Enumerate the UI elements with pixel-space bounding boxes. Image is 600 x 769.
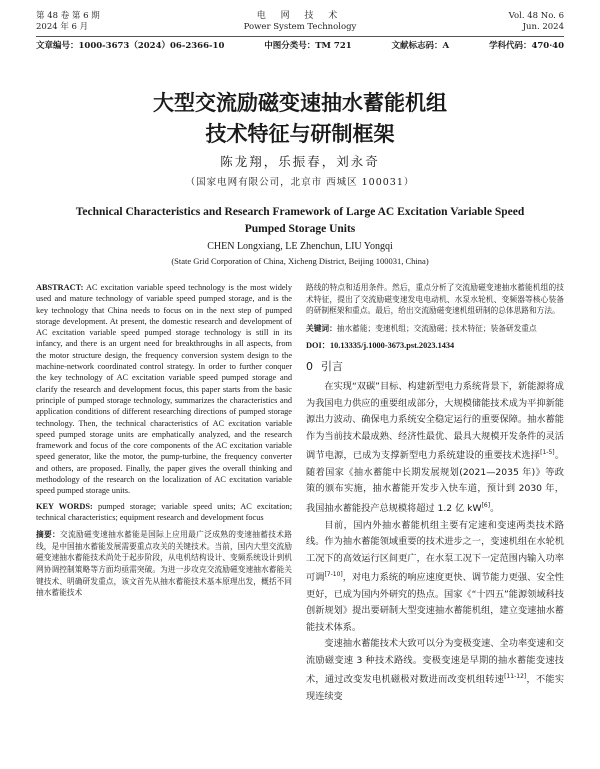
title-en-line1: Technical Characteristics and Research Framework of Large AC Excitation Variable Speed <box>75 206 525 218</box>
title-cn <box>0 88 600 150</box>
document-code: 文献标志码：A <box>391 41 450 51</box>
abstract-cn-continued: 路线的特点和适用条件。然后，重点分析了交流励磁变速抽水蓄能机组的技术特征，提出了交流励磁变速发电电动机、水泵水轮机、变频器等核心装备的研制框架和重点。最后，给出交流励磁变速机组研制的总体思路和方法。 <box>306 283 564 316</box>
journal-volume-info-en <box>509 11 564 33</box>
keywords-cn-label: 关键词： <box>306 323 337 333</box>
journal-name-cn: 电 网 技 术 <box>256 11 344 21</box>
section-heading <box>306 359 564 374</box>
article-number: 文章编号：1000-3673（2024）06-2366-10 <box>36 41 225 51</box>
volume-issue: 第 48 卷 第 6 期 <box>36 11 100 21</box>
keywords-cn <box>306 323 564 335</box>
article-meta <box>36 40 564 52</box>
paragraph-2-text-b: ，对电力系统的响应速度更快、调节能力更强、安全性更好，已成为国内外研究的热点。国家《“十四五”能源领域科技创新规划》提出要研制大型变速抽水蓄能机组，建立变速抽水蓄能技术体系。 <box>306 572 564 633</box>
citation: [1-5] <box>540 449 555 457</box>
paragraph-1-text-a: 在实现“双碳”目标、构建新型电力系统背景下，新能源将成为我国电力供应的重要组成部分，大规模储能技术成为平抑新能源出力波动、确保电力系统安全稳定运行的重要保障。抽水蓄能作为当前技术最成熟、经济性最优、最具大规模开发条件的灵活调节电源，已成为支撑新型电力系统建设的重要技术选择 <box>306 381 564 462</box>
title-en <box>50 204 550 238</box>
section-number: 0 <box>306 360 313 374</box>
paragraph-3-text-b: ，不能实现连续变 <box>306 674 565 702</box>
citation: [6] <box>481 501 491 509</box>
header-rule <box>36 36 564 37</box>
paragraph-3 <box>306 636 564 705</box>
right-column <box>306 282 564 705</box>
citation: [11-12] <box>504 673 527 681</box>
abstract-en-label: ABSTRACT: <box>36 283 84 292</box>
keywords-en-label: KEY WORDS: <box>36 501 93 511</box>
abstract-en <box>36 282 292 497</box>
affiliation-cn: （国家电网有限公司，北京市 西城区 100031） <box>185 177 415 188</box>
keywords-en <box>36 501 292 524</box>
abstract-en-text: AC excitation variable speed technology is the most widely used and mature technology of variable speed pumped storage, and is the key technology that China needs to focus on in the next step of pumped storage development. At present, the domestic research and development of AC excitation variable speed pumped storage technology is still in its infancy, and there is an urgent need for breakthroughs in all aspects, from the motor structure design, the frequency conversion system design to the machine-network coordinated control strategy. In order to further conquer the key technology of AC excitation variable speed pumped storage and clarify the research and development focus, this paper starts from the basic principle of pumped storage technology, summarizes the characteristics and application conditions of different researching directions of pumped storage technology. Then, the technical characteristics of AC excitation variable speed pumped storage units are emphatically analyzed, and the research framework and focus of the core components of the AC excitation variable speed generator, like the motor, the pump-turbine, the frequency converter and others, are proposed. Finally, the paper gives the overall thinking and methodology of the research on the localization of AC excitation variable speed pumped storage units. <box>36 283 292 496</box>
abstract-cn-label: 摘要： <box>36 530 61 540</box>
journal-volume-info <box>36 11 100 33</box>
left-column <box>36 282 292 599</box>
publication-date: 2024 年 6 月 <box>36 22 89 32</box>
paragraph-1-text-b: 。随着国家《抽水蓄能中长期发展规划(2021—2035 年)》等政策的颁布实施，抽水蓄能开发步入快车道，预计到 2030 年，我国抽水蓄能投产总规模将超过 1.2 亿 kW <box>306 450 565 514</box>
keywords-cn-text: 抽水蓄能；变速机组；交流励磁；技术特征；装备研发重点 <box>336 323 537 333</box>
citation: [7-10] <box>324 571 343 578</box>
paragraph-2 <box>306 518 564 637</box>
title-cn-line2: 技术特征与研制框架 <box>205 122 395 146</box>
paragraph-3-text-a: 变速抽水蓄能技术大致可以分为变极变速、全功率变速和交流励磁变速 3 种技术路线。变极变速是早期的抽水蓄能变速技术，通过改变发电机磁极对数进而改变机组转速 <box>306 638 564 686</box>
authors-cn: 陈龙翔，乐振春，刘永奇 <box>220 154 380 169</box>
paragraph-2-text-a: 目前，国内外抽水蓄能机组主要有定速和变速两类技术路线。作为抽水蓄能领域重要的技术进步之一，变速机组在水轮机工况下的高效运行区间更广，在水泵工况下一定范围内输入功率可调 <box>306 519 564 584</box>
paragraph-1-text-c: 。 <box>490 503 500 514</box>
authors-en: CHEN Longxiang, LE Zhenchun, LIU Yongqi <box>207 241 393 252</box>
journal-name <box>200 11 400 33</box>
subject-code: 学科代码：470·40 <box>488 41 564 51</box>
section-title: 引言 <box>321 360 343 374</box>
doi: DOI：10.13335/j.1000-3673.pst.2023.1434 <box>306 341 455 351</box>
abstract-cn-text: 交流励磁变速抽水蓄能是国际上应用最广泛成熟的变速抽蓄技术路线，是中国抽水蓄能发展需要重点攻关的关键技术。当前，国内大型交流励磁变速抽水蓄能技术尚处于起步阶段，从电机结构设计、变频系统设计到机网协调控制策略等方面均亟需突破。为进一步攻克交流励磁变速抽水蓄能关键技术、明确研发重点，该文首先从抽水蓄能技术基本原理出发，概括不同抽水蓄能技术 <box>36 530 292 598</box>
volume-issue-en: Vol. 48 No. 6 <box>508 11 564 21</box>
title-en-line2: Pumped Storage Units <box>244 223 356 235</box>
affiliation-en: (State Grid Corporation of China, Xicheng District, Beijing 100031, China) <box>171 256 429 266</box>
journal-name-en: Power System Technology <box>243 22 357 32</box>
paragraph-1 <box>306 379 564 517</box>
abstract-cn <box>36 529 292 599</box>
keywords-en-text: pumped storage; variable speed units; AC excitation; technical characteristics; equipment research and development focus <box>36 501 292 522</box>
clc-number: 中图分类号：TM 721 <box>264 41 352 51</box>
title-cn-line1: 大型交流励磁变速抽水蓄能机组 <box>153 91 447 115</box>
publication-date-en: Jun. 2024 <box>522 22 564 32</box>
